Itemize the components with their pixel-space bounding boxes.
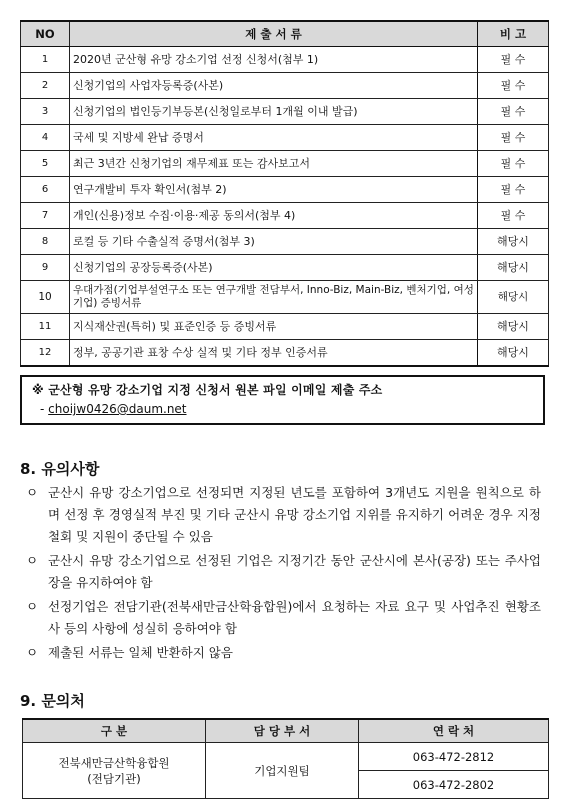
row-note: 해당시 [478,281,549,314]
table-row [21,47,549,73]
row-no: 11 [21,314,70,340]
row-note: 필 수 [478,99,549,125]
section-8-title: 8. 유의사항 [20,460,100,478]
header-division: 구 분 [23,719,206,743]
note-text: 군산시 유망 강소기업으로 선정되면 지정된 년도를 포함하여 3개년도 지원을 원칙으로 하며 선정 후 경영실적 부진 및 기타 군산시 유망 강소기업 지위를 유지하기 어려운 경우 지정 철회 및 지원이 중단될 수 있음 [48,485,541,544]
email-submission-line [32,402,533,416]
row-note: 필 수 [478,47,549,73]
list-item [26,642,541,664]
table-row [21,203,549,229]
row-document-name: 국세 및 지방세 완납 증명서 [70,125,478,151]
row-no: 10 [21,281,70,314]
table-row [21,73,549,99]
row-document-name: 신청기업의 법인등기부등본(신청일로부터 1개월 이내 발급) [70,99,478,125]
header-note: 비 고 [478,21,549,47]
list-item [26,550,541,594]
dash-marker: - [40,402,45,416]
table-row [21,255,549,281]
row-no: 1 [21,47,70,73]
row-document-name: 2020년 군산형 유망 강소기업 선정 신청서(첨부 1) [70,47,478,73]
list-item [26,596,541,640]
email-submission-title: ※ 군산형 유망 강소기업 지정 신청서 원본 파일 이메일 제출 주소 [32,383,383,397]
email-address-link[interactable]: choijw0426@daum.net [48,402,187,416]
row-note: 필 수 [478,125,549,151]
row-document-name: 연구개발비 투자 확인서(첨부 2) [70,177,478,203]
row-note: 필 수 [478,203,549,229]
row-note: 해당시 [478,229,549,255]
row-note: 해당시 [478,255,549,281]
department-cell: 기업지원팀 [206,743,359,799]
header-department: 담 당 부 서 [206,719,359,743]
bullet-marker: ㅇ [26,599,39,614]
row-no: 4 [21,125,70,151]
table-row [21,229,549,255]
bullet-marker: ㅇ [26,645,39,660]
table-row [21,99,549,125]
row-document-name: 신청기업의 공장등록증(사본) [70,255,478,281]
notes-list [26,482,541,666]
organization-role: (전담기관) [87,771,141,786]
row-no: 5 [21,151,70,177]
note-text: 제출된 서류는 일체 반환하지 않음 [48,645,233,660]
row-no: 12 [21,340,70,367]
email-submission-box [20,375,545,425]
row-document-name: 신청기업의 사업자등록증(사본) [70,73,478,99]
row-note: 필 수 [478,177,549,203]
table-row [21,314,549,340]
row-document-name: 우대가점(기업부설연구소 또는 연구개발 전담부서, Inno-Biz, Main-Biz, 벤처기업, 여성기업) 증빙서류 [70,281,478,314]
table-row [21,177,549,203]
row-document-name: 최근 3년간 신청기업의 재무제표 또는 감사보고서 [70,151,478,177]
section-9-title: 9. 문의처 [20,692,85,710]
bullet-marker: ㅇ [26,553,39,568]
contact-table-header-row [23,719,549,743]
table-row [23,743,549,771]
note-text: 군산시 유망 강소기업으로 선정된 기업은 지정기간 동안 군산시에 본사(공장) 또는 주사업장을 유지하여야 함 [48,553,541,590]
organization-name: 전북새만금산학융합원 [58,755,170,770]
row-document-name: 로컬 등 기타 수출실적 증명서(첨부 3) [70,229,478,255]
documents-table-header-row [21,21,549,47]
header-no: NO [21,21,70,47]
row-note: 해당시 [478,314,549,340]
organization-cell [23,743,206,799]
row-no: 9 [21,255,70,281]
row-no: 2 [21,73,70,99]
list-item [26,482,541,548]
row-note: 해당시 [478,340,549,367]
note-text: 선정기업은 전담기관(전북새만금산학융합원)에서 요청하는 자료 요구 및 사업추진 현황조사 등의 사항에 성실히 응하여야 함 [48,599,541,636]
documents-table [20,20,549,367]
phone-number: 063-472-2802 [359,771,549,799]
row-no: 8 [21,229,70,255]
table-row [21,151,549,177]
row-no: 7 [21,203,70,229]
row-no: 6 [21,177,70,203]
row-no: 3 [21,99,70,125]
table-row [21,340,549,367]
bullet-marker: ㅇ [26,485,39,500]
header-documents: 제 출 서 류 [70,21,478,47]
row-note: 필 수 [478,73,549,99]
row-note: 필 수 [478,151,549,177]
contact-table [22,718,549,799]
header-contact: 연 락 처 [359,719,549,743]
row-document-name: 개인(신용)정보 수집·이용·제공 동의서(첨부 4) [70,203,478,229]
row-document-name: 정부, 공공기관 표창 수상 실적 및 기타 정부 인증서류 [70,340,478,367]
phone-number: 063-472-2812 [359,743,549,771]
row-document-name: 지식재산권(특허) 및 표준인증 등 증빙서류 [70,314,478,340]
table-row [21,125,549,151]
table-row [21,281,549,314]
